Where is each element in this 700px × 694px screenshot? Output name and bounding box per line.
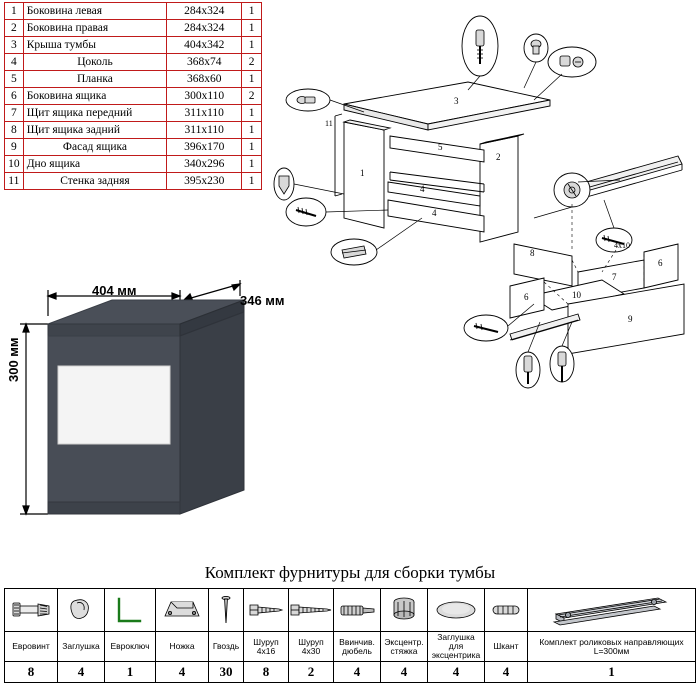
hardware-name-roller-slide-set: Комплект роликовых направляющих L=300мм (528, 632, 696, 662)
part-number: 3 (5, 37, 24, 54)
hardware-name-cap-plug: Заглушка (58, 632, 105, 662)
parts-table-body (5, 3, 262, 190)
part-name: Фасад ящика (23, 139, 167, 156)
hardware-name-screw-4x16: Шуруп 4х16 (244, 632, 289, 662)
height-dimension-label: 300 мм (6, 337, 21, 382)
svg-text:3: 3 (454, 96, 459, 106)
cabinet-body (48, 300, 244, 514)
part-qty: 2 (242, 88, 262, 105)
hardware-name-euro-screw: Евровинт (5, 632, 58, 662)
depth-dimension-line (184, 280, 240, 300)
part-number: 5 (5, 71, 24, 88)
callout-cam-top (548, 47, 596, 77)
nail-icon (216, 593, 236, 627)
svg-text:7: 7 (612, 272, 617, 282)
hardware-cell-dowel (485, 589, 528, 632)
table-row (5, 105, 262, 122)
hardware-count-roller-slide-set: 1 (528, 662, 696, 683)
svg-text:4: 4 (432, 208, 437, 218)
part-size: 311х110 (167, 122, 242, 139)
part-qty: 1 (242, 37, 262, 54)
hardware-cell-screw-4x16 (244, 589, 289, 632)
part-qty: 1 (242, 122, 262, 139)
screw-4x16-icon (246, 595, 286, 625)
part-size: 396х170 (167, 139, 242, 156)
cabinet-dimension-drawing (4, 276, 384, 546)
part-number: 10 (5, 156, 24, 173)
part-name: Боковина правая (23, 20, 167, 37)
hardware-name-cam-lock: Эксцентр. стяжка (381, 632, 428, 662)
hardware-name-dowel: Шкант (485, 632, 528, 662)
part-name: Боковина ящика (23, 88, 167, 105)
part-number: 1 (5, 3, 24, 20)
svg-text:6: 6 (658, 258, 663, 268)
part-qty: 1 (242, 156, 262, 173)
hardware-cell-screw-in-dowel (334, 589, 381, 632)
height-dimension-line (20, 324, 48, 514)
part-size: 395х230 (167, 173, 242, 190)
hardware-cell-cam-cover (428, 589, 485, 632)
width-dimension-label: 404 мм (92, 283, 137, 298)
screw-in-dowel-icon (336, 595, 378, 625)
part-qty: 2 (242, 54, 262, 71)
hardware-names-row (5, 632, 696, 662)
hardware-name-furniture-foot: Ножка (156, 632, 209, 662)
svg-text:2: 2 (496, 152, 501, 162)
svg-text:6: 6 (524, 292, 529, 302)
hardware-kit-title: Комплект фурнитуры для сборки тумбы (204, 563, 496, 582)
part-size: 404х342 (167, 37, 242, 54)
hardware-cell-screw-4x30 (289, 589, 334, 632)
part-name: Планка (23, 71, 167, 88)
table-row (5, 139, 262, 156)
part-name: Боковина левая (23, 3, 167, 20)
hardware-count-cap-plug: 4 (58, 662, 105, 683)
part-size: 300х110 (167, 88, 242, 105)
euro-key-icon (110, 593, 150, 627)
part-number: 11 (5, 173, 24, 190)
hardware-cell-cap-plug (58, 589, 105, 632)
part-size: 284х324 (167, 3, 242, 20)
part-name: Дно ящика (23, 156, 167, 173)
part-name: Щит ящика задний (23, 122, 167, 139)
part-size: 340х296 (167, 156, 242, 173)
svg-text:11: 11 (325, 119, 333, 128)
part-number: 8 (5, 122, 24, 139)
screw-4x30-icon (289, 595, 333, 625)
hardware-name-nail: Гвоздь (209, 632, 244, 662)
table-row (5, 88, 262, 105)
part-number: 9 (5, 139, 24, 156)
part-number: 7 (5, 105, 24, 122)
hardware-name-screw-4x30: Шуруп 4х30 (289, 632, 334, 662)
svg-text:4: 4 (420, 184, 425, 194)
table-row (5, 3, 262, 20)
part-qty: 1 (242, 105, 262, 122)
hardware-count-euro-key: 1 (105, 662, 156, 683)
svg-text:10: 10 (572, 290, 581, 300)
hardware-count-cam-cover: 4 (428, 662, 485, 683)
part-size: 368х74 (167, 54, 242, 71)
table-row (5, 71, 262, 88)
depth-dimension-label: 346 мм (240, 293, 285, 308)
part-size: 284х324 (167, 20, 242, 37)
part-qty: 1 (242, 20, 262, 37)
part-number: 4 (5, 54, 24, 71)
hardware-name-euro-key: Евроключ (105, 632, 156, 662)
svg-text:8: 8 (530, 248, 535, 258)
part-name: Цоколь (23, 54, 167, 71)
hardware-cell-furniture-foot (156, 589, 209, 632)
hardware-count-nail: 30 (209, 662, 244, 683)
hardware-count-screw-4x30: 2 (289, 662, 334, 683)
hardware-counts-row (5, 662, 696, 683)
part-name: Стенка задняя (23, 173, 167, 190)
table-row (5, 37, 262, 54)
hardware-name-cam-cover: Заглушка для эксцентрика (428, 632, 485, 662)
part-qty: 1 (242, 139, 262, 156)
hardware-count-furniture-foot: 4 (156, 662, 209, 683)
part-left-side (344, 120, 390, 228)
part-planka (390, 136, 484, 162)
svg-text:4х10: 4х10 (614, 241, 630, 250)
hardware-count-euro-screw: 8 (5, 662, 58, 683)
part-top-panel (344, 82, 550, 130)
table-row (5, 173, 262, 190)
hardware-cell-roller-slide-set (528, 589, 696, 632)
hardware-count-cam-lock: 4 (381, 662, 428, 683)
hardware-count-screw-in-dowel: 4 (334, 662, 381, 683)
part-right-side (480, 134, 524, 242)
svg-text:5: 5 (438, 142, 443, 152)
part-size: 368х60 (167, 71, 242, 88)
part-back-wall (335, 114, 342, 196)
hardware-icons-row (5, 589, 696, 632)
part-number: 6 (5, 88, 24, 105)
table-row (5, 156, 262, 173)
hardware-count-dowel: 4 (485, 662, 528, 683)
hardware-name-screw-in-dowel: Ввинчив. дюбель (334, 632, 381, 662)
part-size: 311х110 (167, 105, 242, 122)
hardware-count-screw-4x16: 8 (244, 662, 289, 683)
table-row (5, 54, 262, 71)
parts-table (4, 2, 262, 190)
hardware-kit-table (4, 588, 696, 683)
svg-text:1: 1 (360, 168, 365, 178)
cap-plug-icon (64, 593, 98, 627)
furniture-foot-icon (159, 594, 205, 626)
svg-text:9: 9 (628, 314, 633, 324)
hardware-cell-cam-lock (381, 589, 428, 632)
part-qty: 1 (242, 173, 262, 190)
hardware-cell-euro-key (105, 589, 156, 632)
hardware-cell-euro-screw (5, 589, 58, 632)
dowel-icon (487, 598, 525, 622)
part-qty: 1 (242, 3, 262, 20)
part-qty: 1 (242, 71, 262, 88)
euro-screw-icon (9, 593, 53, 627)
part-name: Щит ящика передний (23, 105, 167, 122)
table-row (5, 122, 262, 139)
cam-lock-icon (386, 593, 422, 627)
cabinet-drawing-svg (4, 276, 384, 546)
part-number: 2 (5, 20, 24, 37)
cam-cover-icon (431, 596, 481, 624)
table-row (5, 20, 262, 37)
hardware-cell-nail (209, 589, 244, 632)
part-name: Крыша тумбы (23, 37, 167, 54)
roller-slide-set-icon (550, 592, 674, 628)
